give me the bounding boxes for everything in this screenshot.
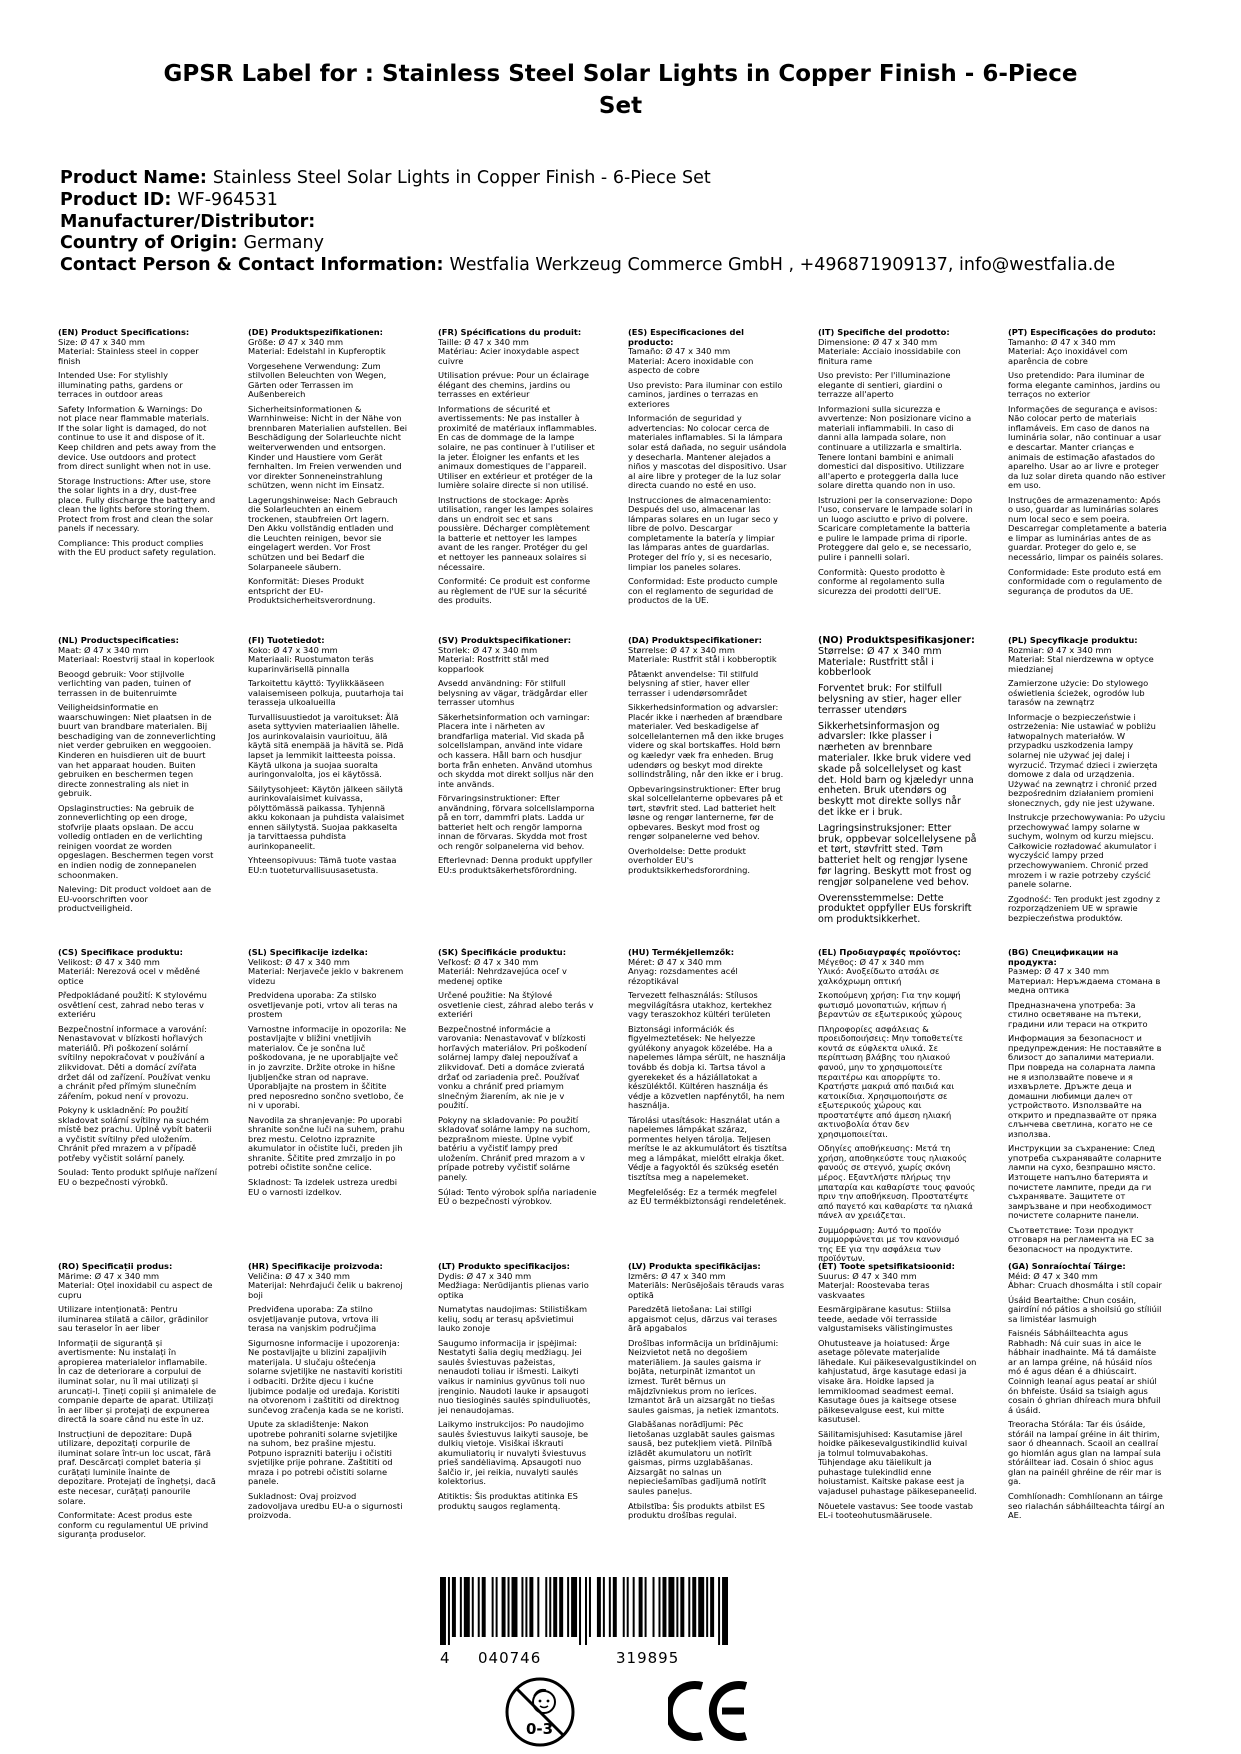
barcode-bar — [464, 1577, 470, 1637]
language-paragraph: Avsedd användning: För stilfull belysning av vägar, trädgårdar eller terrasser utomhus — [438, 678, 588, 708]
language-paragraph: Material: Stainless steel in copper finish — [58, 346, 199, 366]
language-paragraph: Skladnost: Ta izdelek ustreza uredbi EU o varnosti izdelkov. — [248, 1177, 398, 1197]
language-paragraph: Sikkerhetsinformasjon og advarsler: Ikke plasser i nærheten av brennbare materialer. Ikke bruk videre ved skade på solcellelyset og kast det. Hold barn og kjæledyr unna enheten. Bruk utendørs og beskytt mot direkte sollys når det ikke er i bruk. — [818, 720, 974, 818]
barcode-bar — [521, 1577, 523, 1637]
language-paragraph: Zamierzone użycie: Do stylowego oświetlenia ścieżek, ogrodów lub tarasów na zewnątrz — [1008, 678, 1149, 708]
language-heading: (EL) Προδιαγραφές προϊόντος: — [818, 948, 961, 957]
not-suitable-for-children-0-3-icon — [504, 1676, 576, 1748]
language-block — [818, 636, 977, 931]
barcode-bar — [645, 1577, 647, 1637]
barcode-bar — [545, 1577, 547, 1637]
language-paragraph: Istruzioni per la conservazione: Dopo l'uso, conservare le lampade solari in un luogo asciutto e privo di polvere. Scaricare completamente la batteria e pulire le lampade prima di riporle. Proteggere dal gelo e, se necessario, pulire i pannelli solari. — [818, 494, 973, 563]
language-paragraph: Konformität: Dieses Produkt entspricht der EU-Produktsicherheitsverordnung. — [248, 576, 376, 606]
product-id-value: WF-964531 — [177, 189, 278, 210]
age-range-text: 0-3 — [526, 1720, 554, 1738]
language-paragraph: Turvallisuustiedot ja varoitukset: Älä aseta syttyvien materiaalien lähelle. Jos aurinkovalaisin vaurioituu, älä käytä sitä enempää ja hävitä se. Pidä lapset ja lemmikit laitteesta poissa. Käytä ulkona ja suojaa suoralta auringonvalolta, jos ei käytössä. — [248, 711, 404, 780]
language-paragraph: Medžiaga: Nerūdijantis plienas vario optika — [438, 1280, 589, 1300]
barcode-bar — [571, 1577, 577, 1637]
language-heading: (EN) Product Specifications: — [58, 328, 190, 337]
barcode-bar — [440, 1577, 446, 1645]
language-paragraph: Sukladnost: Ovaj proizvod zadovoljava uredbu EU-a o sigurnosti proizvoda. — [248, 1491, 403, 1521]
barcode-bar — [680, 1577, 684, 1637]
language-paragraph: Paredzētā lietošana: Lai stilīgi apgaismot ceļus, dārzus vai terases ārā apgabalos — [628, 1304, 778, 1334]
language-paragraph: Predvidena uporaba: Za stilsko osvetljevanje poti, vrtov ali teras na prostem — [248, 990, 398, 1020]
language-paragraph: Размер: Ø 47 x 340 mm — [1008, 966, 1110, 977]
barcode-bar — [502, 1577, 506, 1637]
contact-row — [60, 255, 1200, 277]
language-paragraph: Informações de segurança e avisos: Não colocar perto de materiais inflamáveis. Em caso de danos na luminária solar, não continuar a usar e descartar. Manter crianças e animais de estimação afastados do aparelho. Usar ao ar livre e proteger da luz solar direta quando não estiver em uso. — [1008, 403, 1166, 491]
language-paragraph: Material: Aço inoxidável com aparência de cobre — [1008, 346, 1128, 366]
barcode-bar — [525, 1577, 527, 1637]
barcode-bar — [529, 1577, 533, 1637]
language-paragraph: Σκοπούμενη χρήση: Για την κομψή φωτισμό μονοπατιών, κήπων ή βεραντών σε εξωτερικούς χώρους — [818, 990, 963, 1020]
language-paragraph: Navodila za shranjevanje: Po uporabi shranite sončne luči na suhem, prahu brez mestu. Celotno izpraznite akumulator in očistite luči, preden jih shranite. Ščitite pred zmrzaljo in po potrebi očistite sončne celice. — [248, 1114, 405, 1173]
language-paragraph: Instruções de armazenamento: Após o uso, guardar as luminárias solares num local seco e sem poeira. Descarregar completamente a bateria e limpar as luminárias antes de as guardar. Proteger do gelo e, se necessário, limpar os painéis solares. — [1008, 494, 1167, 563]
barcode-bar — [627, 1577, 629, 1637]
ce-mark-icon — [668, 1680, 750, 1742]
language-paragraph: Veličina: Ø 47 x 340 mm — [248, 1270, 350, 1281]
language-block — [438, 636, 597, 931]
language-block — [628, 328, 787, 611]
language-paragraph: Biztonsági információk és figyelmeztetések: Ne helyezze gyúlékony anyagok közelébe. Ha a napelemes lámpa sérült, ne használja tovább és dobja ki. Tartsa távol a gyerekeket és a háziállatokat a készüléktől. Kültéren használja és védje a közvetlen napfénytől, ha nem használja. — [628, 1023, 786, 1111]
language-block — [818, 948, 977, 1269]
barcode-bar — [492, 1577, 494, 1637]
language-paragraph: Tárolási utasítások: Használat után a napelemes lámpákat száraz, pormentes helyen tárolja. Teljesen merítse le az akkumulátort és tisztítsa meg a lámpákat, mielőtt elrakja őket. Védje a fagyoktól és szükség esetén tisztítsa meg a napelemeket. — [628, 1114, 787, 1183]
language-paragraph: Atbilstība: Šis produkts atbilst ES produktu drošības regulai. — [628, 1500, 765, 1521]
language-paragraph: Méid: Ø 47 x 340 mm — [1008, 1270, 1098, 1281]
language-heading: (RO) Specificații produs: — [58, 1262, 173, 1271]
language-paragraph: Bezpečnostní informace a varování: Nenastavovat v blízkosti hořlavých materiálů. Při poškození solární svítilny nepokračovat v používání a zlikvidovat. Děti a domácí zvířata držet dál od zařízení. Používat venku a chránit před přímým slunečním zářením, pokud není v provozu. — [58, 1023, 211, 1101]
language-heading: (SV) Produktspecifikationer: — [438, 636, 572, 645]
language-paragraph: Varnostne informacije in opozorila: Ne postavljajte v bližini vnetljivih materialov. Če je sončna luč poškodovana, je ne uporabljajte več in jo zavrzite. Držite otroke in hišne ljubljenčke stran od naprave. Uporabljajte na prostem in ščitite pred neposredno sončno svetlobo, če ni v uporabi. — [248, 1023, 407, 1111]
barcode-bar — [496, 1577, 498, 1637]
language-block — [248, 636, 407, 931]
language-paragraph: Suurus: Ø 47 x 340 mm — [818, 1270, 917, 1281]
language-paragraph: Säilytysohjeet: Käytön jälkeen säilytä aurinkovalaisimet kuivassa, pölyttömässä paikassa. Tyhjennä akku kokonaan ja puhdista valaisimet ennen säilytystä. Suojaa pakkaselta ja tarvittaessa puhdista aurinkopaneelit. — [248, 783, 405, 851]
barcode-bar — [706, 1577, 708, 1637]
language-paragraph: Laikymo instrukcijos: Po naudojimo saulės šviestuvus laikyti sausoje, be dulkių vietoje. Visiškai iškrauti akumuliatorių ir nuvalyti šviestuvus prieš sandėliavimą. Apsaugoti nuo šalčio ir, jei reikia, nuvalyti saulės kolektorius. — [438, 1419, 589, 1487]
language-block — [58, 636, 217, 931]
language-paragraph: Efterlevnad: Denna produkt uppfyller EU:s produktsäkerhetsförordning. — [438, 855, 593, 876]
language-heading: (BG) Спецификации на продукта: — [1008, 948, 1119, 967]
barcode-bar — [553, 1577, 557, 1637]
language-block — [58, 1262, 217, 1545]
language-block — [1008, 636, 1167, 931]
language-paragraph: Veľkosť: Ø 47 x 340 mm — [438, 956, 539, 967]
barcode-bar — [698, 1577, 704, 1637]
language-paragraph: Glabāšanas norādījumi: Pēc lietošanas uzglabāt saules gaismas sausā, bez putekļiem vietā. Pilnībā izlādēt akumulatoru un notīrīt gaismas, pirms uzglabāšanas. Aizsargāt no salnas un nepieciešamības gadījumā notīrīt saules paneļus. — [628, 1419, 775, 1497]
language-paragraph: Materiaali: Ruostumaton teräs kuparinvärisellä pinnalla — [248, 654, 374, 674]
barcode-bar — [603, 1577, 605, 1637]
language-paragraph: Materiale: Rustfrit stål i kobberoptik — [628, 654, 777, 665]
barcode-bar — [718, 1577, 720, 1645]
barcode-bar — [613, 1577, 617, 1637]
barcode-bar — [722, 1577, 728, 1645]
language-block — [248, 328, 407, 611]
language-paragraph: Tamanho: Ø 47 x 340 mm — [1008, 336, 1116, 347]
barcode-bar — [623, 1577, 625, 1637]
language-heading: (SL) Specifikacije izdelka: — [248, 948, 368, 957]
barcode-bar — [710, 1577, 714, 1637]
language-paragraph: Materiał: Stal nierdzewna w optyce miedzianej — [1008, 654, 1154, 674]
barcode-bar — [567, 1577, 569, 1637]
language-paragraph: Utilizare intenționată: Pentru iluminarea stilată a căilor, grădinilor sau teraselor în aer liber — [58, 1304, 209, 1334]
language-paragraph: Veiligheidsinformatie en waarschuwingen: Niet plaatsen in de buurt van brandbare materialen. Bij beschadiging van de zonneverlichting niet verder gebruiken en weggooien. Kinderen en huisdieren uit de buurt van het apparaat houden. Buiten gebruiken en beschermen tegen directe zonnestraling als niet in gebruik. — [58, 702, 216, 799]
language-paragraph: Forventet bruk: For stilfull belysning av stier, hager eller terrasser utendørs — [818, 683, 962, 716]
language-paragraph: Overensstemmelse: Dette produktet oppfyller EUs forskrift om produktsikkerhet. — [818, 892, 972, 926]
language-paragraph: Material: Acero inoxidable con aspecto de cobre — [628, 355, 754, 376]
barcode-bar — [508, 1577, 510, 1637]
language-paragraph: Información de seguridad y advertencias: No colocar cerca de materiales inflamables. Si la lámpara solar está dañada, no seguir usándola y desecharla. Mantener alejados a niños y mascotas del dispositivo. Usar al aire libre y proteger de la luz solar directa cuando no esté en uso. — [628, 413, 787, 491]
country-row — [60, 233, 1200, 255]
language-paragraph: Uso previsto: Para iluminar con estilo caminos, jardines o terrazas en exteriores — [628, 379, 783, 409]
barcode-bar — [549, 1577, 551, 1637]
manufacturer-row — [60, 212, 1200, 234]
language-heading: (PT) Especificações do produto: — [1008, 328, 1156, 337]
product-name-label: Product Name: — [60, 168, 207, 188]
barcode-bar — [559, 1577, 563, 1637]
language-paragraph: Instrucciones de almacenamiento: Después del uso, almacenar las lámparas solares en un lugar seco y libre de polvo. Descargar completamente la batería y limpiar las lámparas antes de guardarlas. Proteger del frío y, si es necesario, limpiar los paneles solares. — [628, 494, 779, 572]
language-paragraph: Material: Nerjaveče jeklo v bakrenem videzu — [248, 966, 404, 986]
language-paragraph: Maat: Ø 47 x 340 mm — [58, 644, 149, 655]
barcode-bar — [658, 1577, 660, 1637]
language-paragraph: Lagringsinstruksjoner: Etter bruk, oppbevar solcellelysene på et tørt, støvfritt sted. Tøm batteriet helt og rengjør lysene før lagring. Beskytt mot frost og rengjør solpanelene ved behov. — [818, 822, 977, 888]
language-block — [1008, 1262, 1167, 1545]
language-paragraph: Material: Rostfritt stål med kopparlook — [438, 654, 550, 674]
barcode-bar — [692, 1577, 696, 1637]
language-paragraph: Informazioni sulla sicurezza e avvertenze: Non posizionare vicino a materiali infiammabili. In caso di danni alla lampada solare, non continuare a utilizzarla e smaltirla. Tenere lontani bambini e animali domestici dal dispositivo. Utilizzare all'aperto e proteggerla dalla luce solare diretta quando non in uso. — [818, 403, 972, 491]
barcode-bar — [579, 1577, 581, 1645]
language-block — [248, 948, 407, 1269]
language-paragraph: Tervezett felhasználás: Stílusos megvilágításra utakhoz, kertekhez vagy teraszokhoz kültéri területen — [628, 990, 772, 1020]
language-block — [438, 1262, 597, 1545]
language-paragraph: Материал: Неръждаема стомана в медна оптика — [1008, 975, 1161, 996]
language-paragraph: Οδηγίες αποθήκευσης: Μετά τη χρήση, αποθηκεύστε τους ηλιακούς φανούς σε στεγνό, χωρίς σκόνη μέρος. Εξαντλήστε πλήρως την μπαταρία και καθαρίστε τους φανούς πριν την αποθήκευση. Προστατέψτε από παγετό και καθαρίστε τα ηλιακά πάνελ αν χρειάζεται. — [818, 1143, 976, 1221]
language-paragraph: Numatytas naudojimas: Stilistiškam kelių, sodų ar terasų apšvietimui lauko zonoje — [438, 1304, 588, 1334]
language-paragraph: Pokyny k uskladnění: Po použití skladovat solární svítilny na suchém místě bez prachu. Úplně vybít baterii a vyčistit svítilny před uložením. Chránit před mrazem a v případě potřeby vyčistit solární panely. — [58, 1105, 212, 1163]
language-paragraph: Съответствие: Този продукт отговаря на регламента на ЕС за безопасност на продуктите. — [1008, 1224, 1155, 1254]
barcode-bar — [448, 1577, 450, 1645]
barcode-bar — [609, 1577, 611, 1637]
language-paragraph: Uso pretendido: Para iluminar de forma elegante caminhos, jardins ou terraços no exterior — [1008, 370, 1161, 400]
language-paragraph: Atitiktis: Šis produktas atitinka ES produktų saugos reglamentą. — [438, 1491, 578, 1511]
language-paragraph: Treoracha Stórála: Tar éis úsáide, stóráil na lampaí gréine in áit thirim, saor ó dheannach. Scaoil an ceallraí go hiomlán agus glan na lampaí sula stóráiltear iad. Cosain ó shioc agus glan na painéil ghréine de réir mar is ga. — [1008, 1419, 1162, 1487]
language-heading: (GA) Sonraíochtaí Táirge: — [1008, 1262, 1126, 1271]
contact-value: Westfalia Werkzeug Commerce GmbH , +496871909137, info@westfalia.de — [449, 255, 1116, 276]
language-paragraph: Instructions de stockage: Après utilisation, ranger les lampes solaires dans un endroit sec et sans poussière. Décharger complètement la batterie et nettoyer les lampes avant de les ranger. Protéger du gel et nettoyer les panneaux solaires si nécessaire. — [438, 494, 594, 572]
language-paragraph: Eesmärgipärane kasutus: Stiilsa teede, aedade või terrasside valgustamiseks välistingimustes — [818, 1304, 953, 1334]
language-heading: (ES) Especificaciones del producto: — [628, 328, 744, 347]
language-paragraph: Materiál: Nehrdzavejúca oceľ v medenej optike — [438, 966, 567, 986]
language-block — [58, 328, 217, 611]
language-block — [628, 948, 787, 1269]
language-paragraph: Velikost: Ø 47 x 340 mm — [58, 956, 160, 967]
language-paragraph: Storage Instructions: After use, store the solar lights in a dry, dust-free place. Fully discharge the battery and clean the lights before storing them. Protect from frost and clean the solar panels if necessary. — [58, 475, 216, 534]
language-paragraph: Úsáid Beartaithe: Chun cosáin, gairdíní nó pátios a shoilsiú go stíliúil sa limistéar lasmuigh — [1008, 1294, 1162, 1324]
language-paragraph: Materijal: Nehrđajući čelik u bakrenoj boji — [248, 1280, 403, 1300]
language-heading: (NL) Productspecificaties: — [58, 636, 179, 645]
language-paragraph: Safety Information & Warnings: Do not place near flammable materials. If the solar light is damaged, do not continue to use it and dispose of it. Keep children and pets away from the device. Use outdoors and protect from direct sunlight when not in use. — [58, 403, 216, 472]
language-paragraph: Predviđena uporaba: Za stilno osvjetljavanje putova, vrtova ili terasa na vanjskim područjima — [248, 1304, 379, 1334]
barcode-bar — [460, 1577, 462, 1637]
language-paragraph: Material: Oțel inoxidabil cu aspect de cupru — [58, 1280, 213, 1300]
barcode-bar — [676, 1577, 678, 1637]
language-paragraph: Dimensione: Ø 47 x 340 mm — [818, 336, 938, 347]
language-block — [818, 328, 977, 611]
language-block — [1008, 948, 1167, 1269]
language-paragraph: Conformitate: Acest produs este conform cu regulamentul UE privind siguranța produselor. — [58, 1510, 209, 1540]
language-paragraph: Comhlíonadh: Comhlíonann an táirge seo rialachán sábháilteachta táirgí an AE. — [1008, 1491, 1165, 1521]
barcode-bar — [662, 1577, 666, 1637]
language-paragraph: Naleving: Dit product voldoet aan de EU-voorschriften voor productveiligheid. — [58, 884, 212, 914]
language-heading: (ET) Toote spetsifikatsioonid: — [818, 1262, 955, 1271]
language-paragraph: Faisnéis Sábháilteachta agus Rabhadh: Ná cuir suas in aice le hábhair inadhainte. Má tá damáiste ar an lampa gréine, ná húsáid níos mó é agus déan é a dhiúscairt. Coinnigh leanaí agus peataí ar shiúl ón bhfeiste. Úsáid sa tsiaigh agus cosain ó ghrian dhíreach mura bhfuil á úsáid. — [1008, 1328, 1161, 1415]
language-paragraph: Instrucțiuni de depozitare: După utilizare, depozitați corpurile de iluminat solare într-un loc uscat, fără praf. Descărcați complet bateria și curățați luminile înainte de depozitare. Protejați de înghețși, dacă este necesar, curățați panourile solare. — [58, 1428, 216, 1506]
language-heading: (CS) Specifikace produktu: — [58, 948, 183, 957]
language-block — [58, 948, 217, 1269]
barcode-bar — [589, 1577, 591, 1637]
language-block — [1008, 328, 1167, 611]
language-heading: (HR) Specifikacije proizvoda: — [248, 1262, 383, 1271]
language-block — [438, 948, 597, 1269]
language-paragraph: Taille: Ø 47 x 340 mm — [438, 336, 529, 347]
language-paragraph: Rozmiar: Ø 47 x 340 mm — [1008, 644, 1112, 655]
language-paragraph: Anyag: rozsdamentes acél rézoptikával — [628, 966, 738, 986]
language-paragraph: Tamaño: Ø 47 x 340 mm — [628, 346, 731, 357]
language-paragraph: Πληροφορίες ασφάλειας & προειδοποιήσεις: Μην τοποθετείτε κοντά σε εύφλεκτα υλικά. Σε περίπτωση βλάβης του ηλιακού φανού, μην το χρησιμοποιείτε περαιτέρω και απορρίψτε το. Κρατήστε μακριά από παιδιά και κατοικίδια. Χρησιμοποιήστε σε εξωτερικούς χώρους και προστατέψτε από άμεση ηλιακή ακτινοβολία όταν δεν χρησιμοποιείται. — [818, 1023, 963, 1139]
language-paragraph: Beoogd gebruik: Voor stijlvolle verlichting van paden, tuinen of terrassen in de buitenruimte — [58, 668, 191, 698]
barcode-bar — [653, 1577, 655, 1637]
language-paragraph: Matériau: Acier inoxydable aspect cuivre — [438, 346, 580, 366]
barcode-digit-first: 4 — [440, 1649, 450, 1667]
barcode-bar — [633, 1577, 635, 1637]
language-paragraph: Conformidade: Este produto está em conformidade com o regulamento de segurança de produtos da UE. — [1008, 566, 1163, 596]
language-heading: (LT) Produkto specifikacijos: — [438, 1262, 570, 1271]
language-paragraph: Megfelelőség: Ez a termék megfelel az EU termékbiztonsági rendeletének. — [628, 1186, 787, 1207]
language-paragraph: Informații de siguranță și avertismente: Nu instalați în apropierea materialelor inflamabile. În caz de deteriorare a corpului de iluminat solar, nu îl mai utilizați și aruncați-l. Țineți copiii și animalele de companie departe de aparat. Utilizați în aer liber și protejați de expunerea directă la soare când nu este în uz. — [58, 1337, 217, 1425]
language-paragraph: Opslaginstructies: Na gebruik de zonneverlichting op een droge, stofvrije plaats opslaan. De accu volledig ontladen en de verlichting reinigen voordat ze worden opgeslagen. Beschermen tegen vorst en indien nodig de zonnepanelen schoonmaken. — [58, 802, 214, 880]
language-paragraph: Izmērs: Ø 47 x 340 mm — [628, 1270, 726, 1281]
language-paragraph: Size: Ø 47 x 340 mm — [58, 336, 146, 347]
language-paragraph: Størrelse: Ø 47 x 340 mm — [818, 645, 942, 657]
language-paragraph: Conformità: Questo prodotto è conforme al regolamento sulla sicurezza dei prodotti dell'UE. — [818, 566, 945, 596]
language-paragraph: Предназначена употреба: За стилно осветяване на пътеки, градини или тераси на открито — [1008, 999, 1148, 1029]
language-block — [438, 328, 597, 611]
language-paragraph: Pokyny na skladovanie: Po použití skladovať solárne lampy na suchom, bezprašnom mieste. Úplne vybiť batériu a vyčistiť lampy pred uložením. Chrániť pred mrazom a v prípade potreby vyčistiť solárne panely. — [438, 1114, 591, 1183]
language-paragraph: Určené použitie: Na štýlové osvetlenie ciest, záhrad alebo terás v exteriéri — [438, 990, 594, 1020]
language-paragraph: Vorgesehene Verwendung: Zum stilvollen Beleuchten von Wegen, Gärten oder Terrassen im Außenbereich — [248, 360, 387, 400]
language-paragraph: Sikkerhedsinformation og advarsler: Placér ikke i nærheden af brændbare materialer. Ved beskadigelse af solcellelanternen må den ikke bruges videre og skal bortskaffes. Hold børn og kæledyr væk fra enheden. Brug udendørs og beskyt mod direkte sollindstråling, når den ikke er i brug. — [628, 702, 784, 780]
language-paragraph: Tarkoitettu käyttö: Tyylikkääseen valaisemiseen polkuja, puutarhoja tai terasseja ulkoalueilla — [248, 678, 404, 708]
language-paragraph: Materjal: Roostevaba teras vaskvaates — [818, 1280, 930, 1300]
language-paragraph: Säkerhetsinformation och varningar: Placera inte i närheten av brandfarliga material. Vid skada på solcellslampan, använd inte vidare och kassera. Håll barn och husdjur borta från enheten. Använd utomhus och skydda mot direkt solljus när den inte används. — [438, 711, 594, 789]
barcode-bar — [585, 1577, 587, 1645]
language-row — [58, 636, 1198, 931]
language-paragraph: Předpokládané použití: K stylovému osvětlení cest, zahrad nebo teras v exteriéru — [58, 990, 207, 1020]
language-paragraph: Informacje o bezpieczeństwie i ostrzeżenia: Nie ustawiać w pobliżu łatwopalnych materiałów. W przypadku uszkodzenia lampy solarnej nie używać jej dalej i wyrzucić. Trzymać dzieci i zwierzęta domowe z dala od urządzenia. Używać na zewnątrz i chronić przed bezpośrednim działaniem promieni słonecznych, gdy nie jest używane. — [1008, 711, 1158, 808]
language-paragraph: Yhteensopivuus: Tämä tuote vastaa EU:n tuoteturvallisuusasetusta. — [248, 855, 397, 876]
language-paragraph: Συμμόρφωση: Αυτό το προϊόν συμμορφώνεται με τον κανονισμό της ΕΕ για την ασφάλεια των προϊόντων. — [818, 1224, 960, 1264]
language-heading: (PL) Specyfikacje produktu: — [1008, 636, 1138, 645]
language-row — [58, 948, 1198, 1269]
barcode-bar — [472, 1577, 474, 1637]
barcode-bar — [668, 1577, 674, 1637]
label-title: GPSR Label for : Stainless Steel Solar Lights in Copper Finish - 6-Piece Set — [163, 61, 1078, 119]
language-paragraph: Velikost: Ø 47 x 340 mm — [248, 956, 350, 967]
language-paragraph: Mărime: Ø 47 x 340 mm — [58, 1270, 160, 1281]
language-paragraph: Informations de sécurité et avertissements: Ne pas installer à proximité de matériaux inflammables. En cas de dommage de la lampe solaire, ne pas continuer à l'utiliser et la jeter. Éloigner les enfants et les animaux domestiques de l'appareil. Utiliser en extérieur et protéger de la lumière solaire directe si non utilisé. — [438, 403, 597, 491]
language-paragraph: Upute za skladištenje: Nakon upotrebe pohraniti solarne svjetiljke na suhom, bez prašine mjestu. Potpuno isprazniti bateriju i očistiti svjetiljke prije pohrane. Zaštititi od mraza i po potrebi očistiti solarne panele. — [248, 1419, 398, 1487]
language-row — [58, 328, 1198, 611]
language-paragraph: Nõuetele vastavus: See toode vastab EL-i tooteohutusmäärusele. — [818, 1500, 974, 1521]
language-paragraph: Súlad: Tento výrobok spĺňa nariadenie EÚ o bezpečnosti výrobkov. — [438, 1186, 597, 1207]
language-heading: (NO) Produktspesifikasjoner: — [818, 636, 975, 646]
product-id-label: Product ID: — [60, 189, 172, 210]
language-heading: (LV) Produkta specifikācijas: — [628, 1262, 761, 1271]
product-name-row — [60, 168, 1200, 190]
language-paragraph: Bezpečnostné informácie a varovania: Nenastavovať v blízkosti horľavých materiálov. Pri poškodení solárnej lampy ďalej nepoužívať a zlikvidovať. Deti a domáce zvieratá držať od zariadenia preč. Používať vonku a chrániť pred priamym slnečným žiarením, ak nie je v použití. — [438, 1023, 587, 1111]
language-paragraph: Sicherheitsinformationen & Warnhinweise: Nicht in der Nähe von brennbaren Materialien aufstellen. Bei Beschädigung der Solarleuchte nicht weiterverwenden und entsorgen. Kinder und Haustiere vom Gerät fernhalten. Im Freien verwenden und vor direkter Sonneneinstrahlung schützen, wenn nicht im Einsatz. — [248, 403, 407, 491]
language-paragraph: Material: Edelstahl in Kupferoptik — [248, 346, 386, 357]
language-paragraph: Μέγεθος: Ø 47 x 340 mm — [818, 956, 925, 967]
language-paragraph: Materiaal: Roestvrij staal in koperlook — [58, 654, 215, 665]
language-paragraph: Instrukcje przechowywania: Po użyciu przechowywać lampy solarne w suchym, wolnym od kurzu miejscu. Całkowicie rozładować akumulator i wyczyścić lampy przed przechowywaniem. Chronić przed mrozem i w razie potrzeby czyścić panele solarne. — [1008, 812, 1166, 890]
language-paragraph: Zgodność: Ten produkt jest zgodny z rozporządzeniem UE w sprawie bezpieczeństwa produktów. — [1008, 893, 1161, 923]
language-heading: (SK) Špecifikácie produktu: — [438, 948, 567, 957]
language-paragraph: Drošības informācija un brīdinājumi: Neizvietot netā no degošiem materiāliem. Ja saules gaisma ir bojāta, neturpināt izmantot un izmest. Turēt bērnus un mājdzīvniekus prom no ierīces. Izmantot ārā un aizsargāt no tiešas saules gaismas, ja netiek izmantots. — [628, 1337, 779, 1415]
language-heading: (FR) Spécifications du produit: — [438, 328, 582, 337]
language-paragraph: Méret: Ø 47 x 340 mm — [628, 956, 722, 967]
barcode-bar — [452, 1577, 456, 1637]
language-paragraph: Conformité: Ce produit est conforme au règlement de l'UE sur la sécurité des produits. — [438, 576, 591, 606]
language-heading: (DE) Produktspezifikationen: — [248, 328, 383, 337]
country-label: Country of Origin: — [60, 233, 238, 254]
language-paragraph: Lagerungshinweise: Nach Gebrauch die Solarleuchten an einem trockenen, staubfreien Ort lagern. Den Akku vollständig entladen und die Leuchten reinigen, bevor sie eingelagert werden. Vor Frost schützen und bei Bedarf die Solarpaneele säubern. — [248, 494, 398, 572]
language-block — [248, 1262, 407, 1545]
language-paragraph: Overholdelse: Dette produkt overholder EU's produktsikkerhedsforordning. — [628, 845, 750, 876]
language-paragraph: Dydis: Ø 47 x 340 mm — [438, 1270, 532, 1281]
language-paragraph: Säilitamisjuhised: Kasutamise järel hoidke päikesevalgustikindlid kuival ja tolmul tolmuvabakohas. Tühjendage aku täielikult ja puhastage tulekindlid enne hoiustamist. Kaitske pakase eest ja vajadusel puhastage päikesepaneelid. — [818, 1428, 977, 1497]
language-paragraph: Информация за безопасност и предупреждения: Не поставяйте в близост до запалими материали. При повреда на соларната лампа не я използвайте повече и я изхвърлете. Дръжте деца и домашни любимци далеч от устройството. Използвайте на открито и предпазвайте от пряка слънчева светлина, когато не се използва. — [1008, 1033, 1162, 1139]
barcode-bar — [478, 1577, 480, 1637]
language-paragraph: Soulad: Tento produkt splňuje nařízení EU o bezpečnosti výrobků. — [58, 1167, 217, 1188]
language-block — [628, 1262, 787, 1545]
language-heading: (IT) Specifiche del prodotto: — [818, 328, 950, 337]
barcode-bar — [512, 1577, 518, 1637]
language-paragraph: Ohutusteave ja hoiatused: Ärge asetage põlevate materjalide lähedale. Kui päikesevalgustikindel on kahjustatud, ärge kasutage edasi ja visake ära. Hoidke lapsed ja lemmikloomad seadmest eemal. Kasutage õues ja kaitsege otsese päikesevalguse eest, kui mitte kasutusel. — [818, 1337, 977, 1425]
barcode-bar — [482, 1577, 486, 1637]
language-heading: (FI) Tuotetiedot: — [248, 636, 325, 645]
contact-label: Contact Person & Contact Information: — [60, 255, 444, 276]
barcode-bar — [639, 1577, 643, 1637]
language-row — [58, 1262, 1198, 1545]
language-heading: (DA) Produktspecifikationer: — [628, 636, 762, 645]
language-paragraph: Ábhar: Cruach dhosmálta i stíl copair — [1008, 1280, 1162, 1291]
country-value: Germany — [243, 233, 324, 254]
language-paragraph: Sigurnosne informacije i upozorenja: Ne postavljajte u blizini zapaljivih materijala. U slučaju oštećenja solarne svjetiljke ne nastaviti koristiti i odbaciti. Držite djecu i kućne ljubimce podalje od uređaja. Koristiti na otvorenom i zaštititi od direktnog sunčevog zračenja kada se ne koristi. — [248, 1337, 404, 1415]
language-paragraph: Saugumo informacija ir įspėjimai: Nestatyti šalia degių medžiagų. Jei saulės šviestuvas pažeistas, nenaudoti toliau ir išmesti. Laikyti vaikus ir naminius gyvūnus toli nuo įrenginio. Naudoti lauke ir apsaugoti nuo tiesioginės saulės spinduliuotės, jei nenaudojamas. — [438, 1337, 591, 1415]
language-block — [818, 1262, 977, 1545]
language-paragraph: Opbevaringsinstruktioner: Efter brug skal solcellelanterne opbevares på et tørt, støvfrit sted. Lad batteriet helt løsne og rengør lanternerne, før de opbevares. Beskyt mod frost og rengør solpanelerne ved behov. — [628, 783, 783, 842]
barcode-bar — [688, 1577, 690, 1637]
language-heading: (HU) Termékjellemzők: — [628, 948, 735, 957]
barcode-group-left: 040746 — [478, 1649, 542, 1667]
language-paragraph: Materiāls: Nerūsējošais tērauds varas optikā — [628, 1280, 785, 1300]
language-paragraph: Compliance: This product complies with the EU product safety regulation. — [58, 537, 217, 558]
language-paragraph: Størrelse: Ø 47 x 340 mm — [628, 644, 735, 655]
language-block — [628, 636, 787, 931]
manufacturer-label: Manufacturer/Distributor: — [60, 211, 316, 232]
language-paragraph: Conformidad: Este producto cumple con el reglamento de seguridad de productos de la UE. — [628, 576, 778, 606]
ean-barcode — [440, 1577, 730, 1645]
language-paragraph: Инструкции за съхранение: След употреба съхранявайте соларните лампи на сухо, безпрашно място. Изтощете напълно батерията и почистете лампите, преди да ги съхранявате. Защитете от замръзване и при необходимост почистете соларните панели. — [1008, 1143, 1162, 1221]
product-id-row — [60, 190, 1200, 212]
language-paragraph: Materiale: Acciaio inossidabile con finitura rame — [818, 346, 961, 366]
language-paragraph: Påtænkt anvendelse: Til stilfuld belysning af stier, haver eller terrasser i udendørsområdet — [628, 668, 759, 698]
language-paragraph: Utilisation prévue: Pour un éclairage élégant des chemins, jardins ou terrasses en extérieur — [438, 370, 589, 400]
language-paragraph: Storlek: Ø 47 x 340 mm — [438, 644, 538, 655]
barcode-group-right: 319895 — [616, 1649, 680, 1667]
language-paragraph: Intended Use: For stylishly illuminating paths, gardens or terraces in outdoor areas — [58, 370, 183, 400]
language-paragraph: Größe: Ø 47 x 340 mm — [248, 336, 344, 347]
language-paragraph: Koko: Ø 47 x 340 mm — [248, 644, 338, 655]
barcode-bar — [537, 1577, 539, 1637]
language-paragraph: Υλικό: Ανοξείδωτο ατσάλι σε χαλκόχρωμη οπτική — [818, 966, 940, 986]
language-paragraph: Förvaringsinstruktioner: Efter användning, förvara solcellslamporna på en torr, dammfri plats. Ladda ur batteriet helt och rengör lamporna innan de förvaras. Skydda mot frost och rengör solpanelerna vid behov. — [438, 793, 595, 851]
product-info — [60, 168, 1200, 277]
barcode-bar — [597, 1577, 601, 1637]
language-paragraph: Materiale: Rustfritt stål i kobberlook — [818, 656, 934, 679]
language-paragraph: Materiál: Nerezová ocel v měděné optice — [58, 966, 200, 986]
language-paragraph: Uso previsto: Per l'illuminazione elegante di sentieri, giardini o terrazze all'aperto — [818, 370, 951, 400]
product-name-value: Stainless Steel Solar Lights in Copper Finish - 6-Piece Set — [212, 168, 711, 188]
